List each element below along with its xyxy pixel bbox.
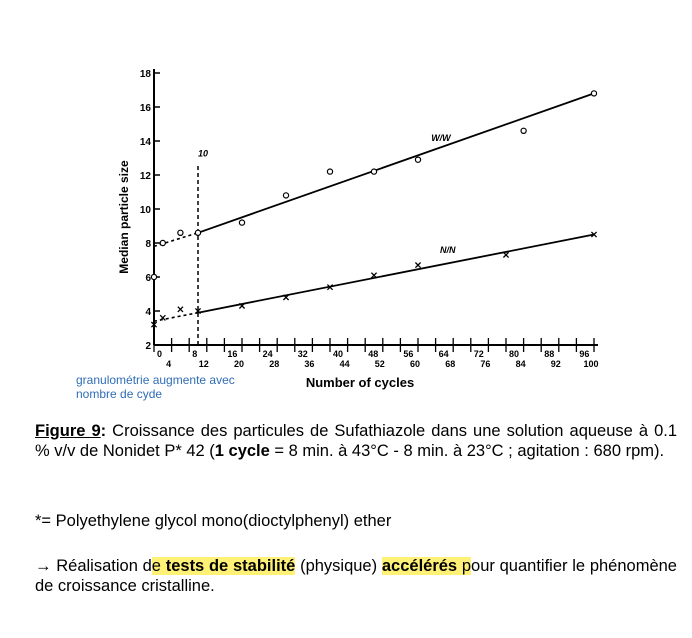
data-point-w-w: [160, 240, 165, 245]
bullet-text-end: our quantifier le phénomène de croissance cristalline.: [35, 557, 677, 595]
y-tick-label: 6: [145, 273, 151, 284]
bullet-text-1: Réalisation d: [51, 557, 152, 575]
caption-text-1: Croissance des particules de Sufathiazole dans une solution aqueuse à 0.1 % v/v de Nonidet P* 42 (: [35, 422, 678, 460]
x-tick-label: 72: [473, 349, 484, 359]
y-axis-label: Median particle size: [117, 160, 131, 274]
caption-text-2: = 8 min. à 43°C - 8 min. à 23°C ; agitation : 680 rpm).: [269, 442, 665, 460]
x-tick-label: 96: [579, 349, 590, 359]
x-tick-label: 88: [544, 349, 555, 359]
y-tick-label: 8: [145, 239, 151, 250]
data-point-w-w: [195, 230, 200, 235]
data-point-w-w: [283, 193, 288, 198]
data-point-w-w: [239, 220, 244, 225]
x-tick-label: 36: [304, 359, 315, 369]
chart-annotation: W/W: [431, 133, 451, 143]
x-axis-label: Number of cycles: [305, 375, 415, 390]
x-tick-label: 16: [227, 349, 238, 359]
y-tick-label: 10: [139, 205, 151, 216]
x-tick-label: 100: [583, 359, 599, 369]
x-tick-label: 4: [166, 359, 172, 369]
y-tick-label: 12: [139, 171, 151, 182]
x-tick-label: 44: [339, 359, 350, 369]
x-tick-label: 0: [157, 349, 163, 359]
data-point-w-w: [178, 230, 183, 235]
x-tick-label: 64: [438, 349, 449, 359]
x-tick-label: 12: [198, 359, 209, 369]
bullet-text-physique: (physique): [295, 557, 382, 575]
data-point-w-w: [521, 128, 526, 133]
x-tick-label: 68: [445, 359, 456, 369]
figure-label: Figure 9: [35, 422, 101, 440]
x-tick-label: 52: [374, 359, 385, 369]
x-tick-label: 8: [192, 349, 198, 359]
fit-line-w-w: [198, 93, 594, 232]
x-tick-label: 28: [269, 359, 280, 369]
x-tick-label: 20: [233, 359, 245, 369]
bullet-highlight-2: p: [457, 557, 472, 575]
chart-annotation: 10: [198, 148, 209, 159]
footnote: *= Polyethylene glycol mono(dioctylphenyl) ether: [35, 512, 392, 530]
x-tick-label: 92: [550, 359, 561, 369]
caption-colon: :: [100, 422, 107, 440]
y-tick-label: 4: [145, 307, 151, 318]
chart-annotation: N/N: [440, 245, 456, 256]
data-point-w-w: [371, 169, 376, 174]
y-tick-label: 16: [139, 103, 151, 114]
x-tick-label: 40: [333, 349, 344, 359]
data-point-w-w: [327, 169, 332, 174]
figure-caption: [35, 421, 677, 461]
data-point-w-w: [415, 157, 420, 162]
bullet-highlight-acceleres: accélérés: [381, 557, 458, 575]
bullet-highlight-1: e: [151, 557, 166, 575]
x-tick-label: 56: [403, 349, 414, 359]
x-tick-label: 84: [515, 359, 526, 369]
x-tick-label: 80: [509, 349, 520, 359]
data-point-n-n: [503, 252, 508, 257]
data-point-w-w: [591, 91, 596, 96]
x-tick-label: 24: [262, 349, 273, 359]
x-tick-label: 60: [409, 359, 421, 369]
y-tick-label: 18: [139, 69, 151, 80]
x-tick-label: 76: [480, 359, 491, 369]
data-point-w-w: [151, 274, 156, 279]
arrow-icon: →: [35, 557, 52, 575]
fit-line-n-n: [198, 235, 594, 313]
data-point-n-n: [415, 263, 420, 268]
bullet-highlight-tests: tests de stabilité: [165, 557, 296, 575]
caption-cycle-bold: 1 cycle: [214, 442, 270, 460]
data-point-n-n: [178, 307, 183, 312]
y-tick-label: 2: [145, 341, 151, 352]
handwritten-annotation: granulométrie augmente avec nombre de cyde: [76, 373, 235, 401]
x-tick-label: 32: [297, 349, 308, 359]
x-tick-label: 48: [368, 349, 379, 359]
bullet-point: [35, 556, 677, 596]
y-tick-label: 14: [139, 137, 151, 148]
